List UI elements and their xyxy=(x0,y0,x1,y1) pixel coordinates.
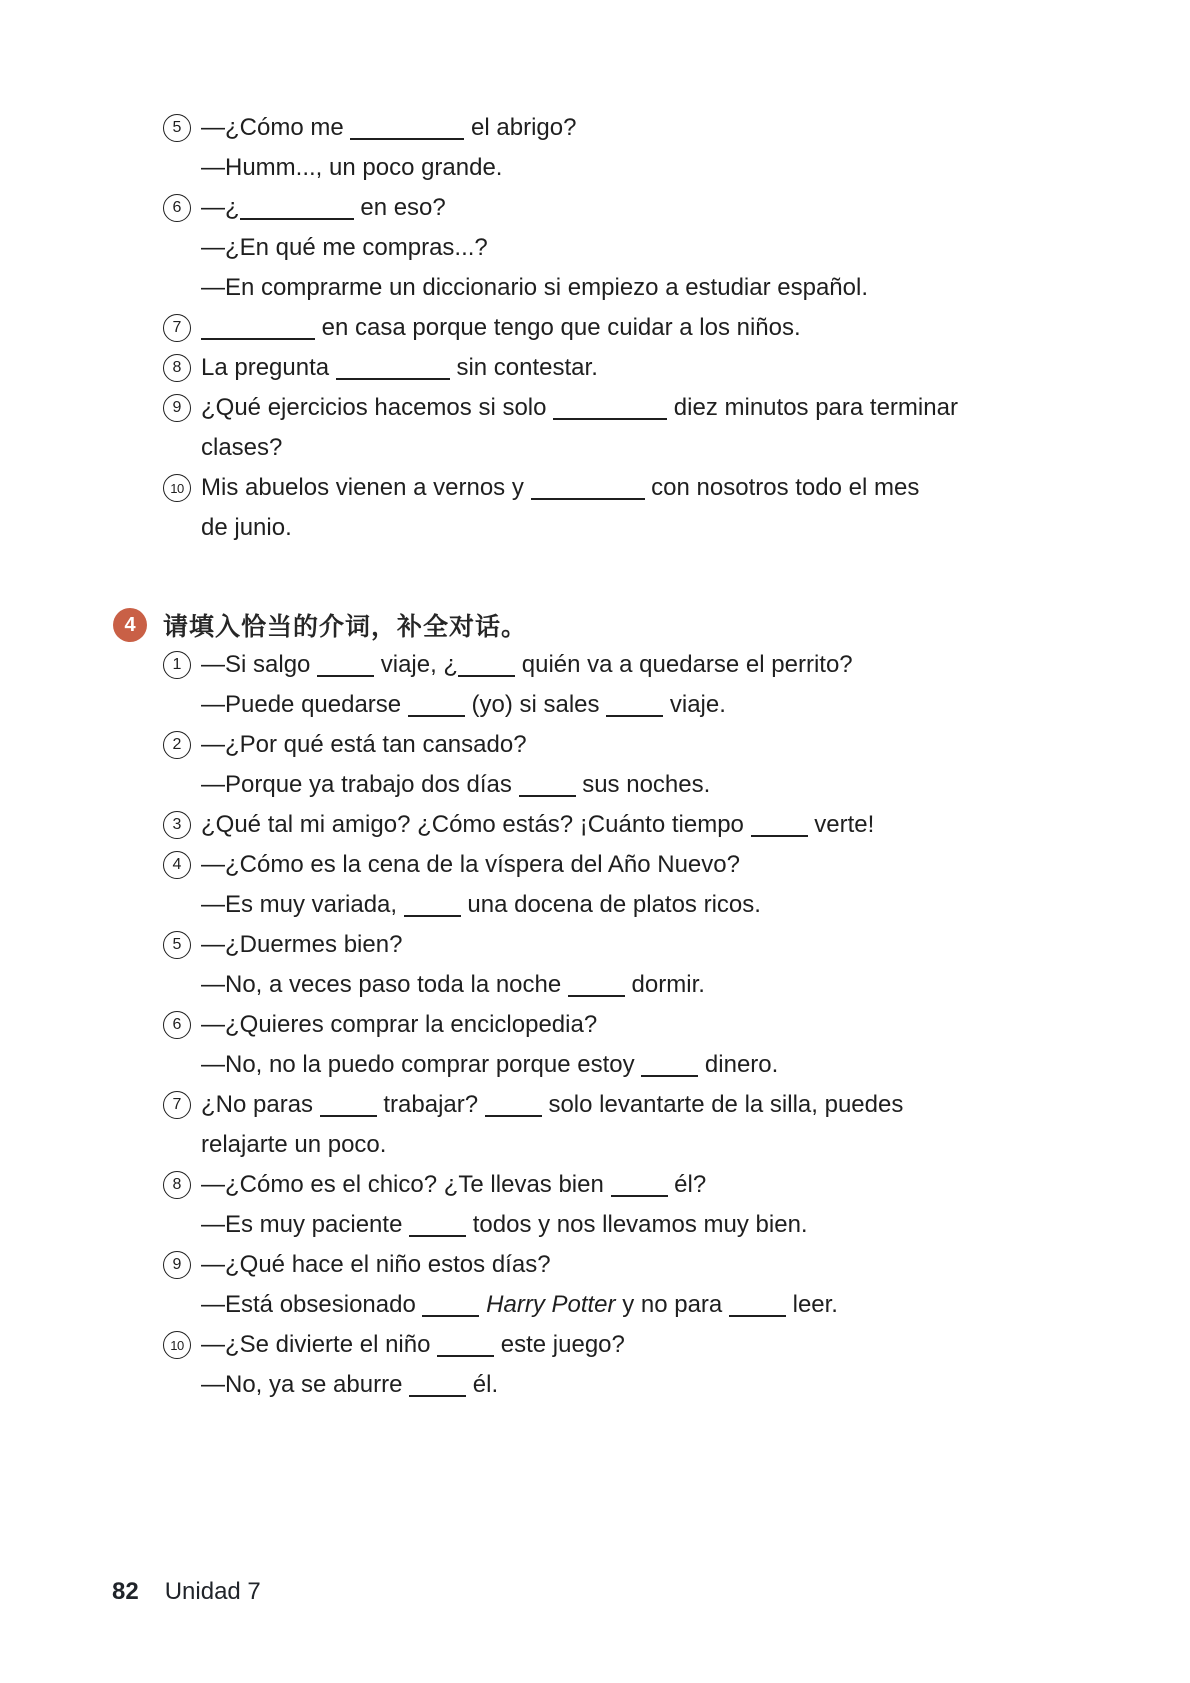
item-lines xyxy=(201,188,1140,308)
text-segment: relajarte un poco. xyxy=(201,1131,387,1158)
dialogue-line xyxy=(201,228,1140,268)
item-number-column xyxy=(163,845,201,925)
dialogue-line xyxy=(201,845,1140,885)
fill-in-blank xyxy=(409,1234,466,1237)
text-segment: —¿Cómo es el chico? ¿Te llevas bien xyxy=(201,1171,611,1198)
book-title-italic: Harry Potter xyxy=(486,1291,616,1318)
text-segment: ¿Qué ejercicios hacemos si solo xyxy=(201,394,554,421)
dialogue-line xyxy=(201,188,1140,228)
item-number-column xyxy=(163,348,201,388)
item-number-circle: 4 xyxy=(163,851,191,879)
fill-in-blank xyxy=(408,714,465,717)
item-lines xyxy=(201,308,1140,348)
item-number-column xyxy=(163,1325,201,1405)
dialogue-line xyxy=(201,1165,1140,1205)
text-segment: ¿No paras xyxy=(201,1091,320,1118)
fill-in-blank xyxy=(606,714,663,717)
dialogue-line xyxy=(201,805,1140,845)
text-segment: todos y nos llevamos muy bien. xyxy=(466,1211,808,1238)
text-segment: solo levantarte de la silla, puedes xyxy=(541,1091,904,1118)
text-segment: —¿Por qué está tan cansado? xyxy=(201,731,527,758)
text-segment: —¿Cómo me xyxy=(201,114,351,141)
item-lines xyxy=(201,1245,1140,1325)
text-segment: trabajar? xyxy=(376,1091,485,1118)
fill-in-blank xyxy=(422,1314,479,1317)
dialogue-line xyxy=(201,1085,1140,1125)
dialogue-line xyxy=(201,725,1140,765)
dialogue-line xyxy=(201,388,1140,428)
dialogue-line xyxy=(201,685,1140,725)
fill-in-blank xyxy=(409,1394,466,1397)
exercise-number-badge xyxy=(113,608,147,642)
text-segment: —¿Quieres comprar la enciclopedia? xyxy=(201,1011,598,1038)
text-segment: —Humm..., un poco grande. xyxy=(201,154,503,181)
fill-in-blank xyxy=(437,1354,494,1357)
exercise-item xyxy=(163,805,1140,845)
exercise-item xyxy=(163,1325,1140,1405)
exercise-instructions: 请填入恰当的介词，补全对话。 xyxy=(163,613,528,641)
item-number-column xyxy=(163,645,201,725)
text-segment: este juego? xyxy=(494,1331,625,1358)
text-segment: él? xyxy=(667,1171,707,1198)
item-number-circle: 1 xyxy=(163,651,191,679)
item-number-column xyxy=(163,1165,201,1245)
text-segment: —¿En qué me compras...? xyxy=(201,234,488,261)
item-lines xyxy=(201,348,1140,388)
item-number-circle: 7 xyxy=(163,314,191,342)
text-segment: —No, ya se aburre xyxy=(201,1371,410,1398)
exercise-item xyxy=(163,845,1140,925)
exercise-item xyxy=(163,1085,1140,1165)
fill-in-blank xyxy=(201,337,315,340)
fill-in-blank xyxy=(568,994,625,997)
item-lines xyxy=(201,1165,1140,1245)
item-number-circle: 3 xyxy=(163,811,191,839)
text-segment: (yo) si sales xyxy=(464,691,607,718)
item-number-column xyxy=(163,925,201,1005)
fill-in-blank xyxy=(404,914,461,917)
item-number-circle: 5 xyxy=(163,114,191,142)
item-number-column xyxy=(163,1245,201,1325)
fill-in-blank xyxy=(317,674,374,677)
dialogue-line xyxy=(201,268,1140,308)
text-segment: y no para xyxy=(615,1291,729,1318)
item-lines xyxy=(201,645,1140,725)
text-segment: —¿ xyxy=(201,194,240,221)
item-number-circle: 8 xyxy=(163,354,191,382)
item-lines xyxy=(201,108,1140,188)
fill-in-blank xyxy=(458,674,515,677)
item-number-circle: 7 xyxy=(163,1091,191,1119)
text-segment: La pregunta xyxy=(201,354,336,381)
text-segment: Mis abuelos vienen a vernos y xyxy=(201,474,531,501)
exercise-item xyxy=(163,108,1140,188)
item-number-circle: 9 xyxy=(163,1251,191,1279)
exercise-item xyxy=(163,468,1140,548)
fill-in-blank xyxy=(729,1314,786,1317)
item-number-circle: 10 xyxy=(163,1331,191,1359)
dialogue-line xyxy=(201,1325,1140,1365)
item-number-circle: 8 xyxy=(163,1171,191,1199)
dialogue-line xyxy=(201,885,1140,925)
dialogue-line xyxy=(201,108,1140,148)
exercise-item xyxy=(163,1245,1140,1325)
text-segment: en eso? xyxy=(353,194,446,221)
dialogue-line xyxy=(201,348,1140,388)
dialogue-line xyxy=(201,508,1140,548)
item-lines xyxy=(201,725,1140,805)
text-segment: leer. xyxy=(785,1291,838,1318)
item-number-column xyxy=(163,388,201,468)
item-lines xyxy=(201,1005,1140,1085)
dialogue-line xyxy=(201,428,1140,468)
exercise-3-item-list xyxy=(163,108,1140,548)
text-segment: diez minutos para terminar xyxy=(667,394,958,421)
item-number-circle: 5 xyxy=(163,931,191,959)
item-number-column xyxy=(163,1085,201,1165)
fill-in-blank xyxy=(553,417,667,420)
text-segment: —¿Se divierte el niño xyxy=(201,1331,438,1358)
text-segment: —Está obsesionado xyxy=(201,1291,423,1318)
item-number-circle: 10 xyxy=(163,474,191,502)
text-segment: —Es muy variada, xyxy=(201,891,404,918)
unit-label: Unidad 7 xyxy=(164,1578,261,1605)
exercise-item xyxy=(163,925,1140,1005)
exercise-3-continued xyxy=(163,108,1140,548)
fill-in-blank xyxy=(611,1194,668,1197)
text-segment: —Porque ya trabajo dos días xyxy=(201,771,519,798)
text-segment: el abrigo? xyxy=(464,114,577,141)
text-segment: él. xyxy=(466,1371,499,1398)
item-lines xyxy=(201,1085,1140,1165)
fill-in-blank xyxy=(531,497,645,500)
item-number-column xyxy=(163,188,201,308)
exercise-item xyxy=(163,308,1140,348)
fill-in-blank xyxy=(485,1114,542,1117)
text-segment: —En comprarme un diccionario si empiezo a estudiar español. xyxy=(201,274,868,301)
text-segment: clases? xyxy=(201,434,283,461)
item-lines xyxy=(201,388,1140,468)
item-number-column xyxy=(163,805,201,845)
text-segment: —¿Qué hace el niño estos días? xyxy=(201,1251,551,1278)
dialogue-line xyxy=(201,148,1140,188)
text-segment: sin contestar. xyxy=(449,354,598,381)
text-segment: —No, no la puedo comprar porque estoy xyxy=(201,1051,642,1078)
exercise-item xyxy=(163,725,1140,805)
item-number-circle: 9 xyxy=(163,394,191,422)
dialogue-line xyxy=(201,765,1140,805)
exercise-4 xyxy=(124,605,1140,1405)
text-segment: —No, a veces paso toda la noche xyxy=(201,971,568,998)
text-segment: sus noches. xyxy=(575,771,711,798)
exercise-item xyxy=(163,348,1140,388)
fill-in-blank xyxy=(751,834,808,837)
dialogue-line xyxy=(201,1005,1140,1045)
dialogue-line xyxy=(201,1285,1140,1325)
text-segment: viaje. xyxy=(663,691,726,718)
text-segment: quién va a quedarse el perrito? xyxy=(515,651,853,678)
fill-in-blank xyxy=(320,1114,377,1117)
dialogue-line xyxy=(201,925,1140,965)
page-number: 82 xyxy=(112,1578,139,1605)
dialogue-line xyxy=(201,1245,1140,1285)
fill-in-blank xyxy=(519,794,576,797)
fill-in-blank xyxy=(641,1074,698,1077)
dialogue-line xyxy=(201,645,1140,685)
dialogue-line xyxy=(201,308,1140,348)
text-segment: ¿Qué tal mi amigo? ¿Cómo estás? ¡Cuánto tiempo xyxy=(201,811,751,838)
dialogue-line xyxy=(201,1125,1140,1165)
dialogue-line xyxy=(201,1205,1140,1245)
fill-in-blank xyxy=(336,377,450,380)
item-number-circle: 6 xyxy=(163,194,191,222)
text-segment: de junio. xyxy=(201,514,292,541)
item-lines xyxy=(201,845,1140,925)
item-lines xyxy=(201,468,1140,548)
exercise-number: 4 xyxy=(124,613,136,636)
item-lines xyxy=(201,925,1140,1005)
text-segment: —Puede quedarse xyxy=(201,691,408,718)
item-lines xyxy=(201,1325,1140,1405)
text-segment: —¿Duermes bien? xyxy=(201,931,403,958)
exercise-4-header xyxy=(113,605,1140,645)
item-number-column xyxy=(163,468,201,548)
item-number-circle: 2 xyxy=(163,731,191,759)
text-segment: con nosotros todo el mes xyxy=(644,474,920,501)
text-segment: dinero. xyxy=(698,1051,779,1078)
fill-in-blank xyxy=(350,137,464,140)
item-number-column xyxy=(163,308,201,348)
exercise-4-item-list xyxy=(163,645,1140,1405)
dialogue-line xyxy=(201,965,1140,1005)
text-segment: una docena de platos ricos. xyxy=(460,891,761,918)
text-segment: —¿Cómo es la cena de la víspera del Año Nuevo? xyxy=(201,851,740,878)
dialogue-line xyxy=(201,1365,1140,1405)
text-segment: viaje, ¿ xyxy=(374,651,459,678)
page-footer xyxy=(112,1574,261,1610)
dialogue-line xyxy=(201,468,1140,508)
exercise-item xyxy=(163,1165,1140,1245)
dialogue-line xyxy=(201,1045,1140,1085)
text-segment: verte! xyxy=(807,811,875,838)
exercise-item xyxy=(163,188,1140,308)
item-number-circle: 6 xyxy=(163,1011,191,1039)
exercise-item xyxy=(163,1005,1140,1085)
text-segment: —Si salgo xyxy=(201,651,318,678)
item-number-column xyxy=(163,1005,201,1085)
text-segment: en casa porque tengo que cuidar a los niños. xyxy=(315,314,801,341)
item-number-column xyxy=(163,108,201,188)
exercise-item xyxy=(163,388,1140,468)
item-lines xyxy=(201,805,1140,845)
exercise-item xyxy=(163,645,1140,725)
text-segment: dormir. xyxy=(624,971,705,998)
item-number-column xyxy=(163,725,201,805)
fill-in-blank xyxy=(240,217,354,220)
text-segment: —Es muy paciente xyxy=(201,1211,410,1238)
